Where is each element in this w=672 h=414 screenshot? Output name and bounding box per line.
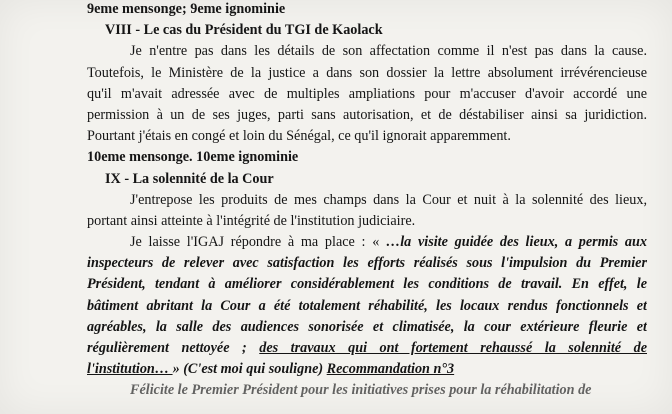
quote-line: agréables, la salle des audiences sonorisée et climatisée, la cour extérieure fleurie et [87, 318, 647, 335]
quote-line [87, 359, 647, 380]
quote-line: bâtiment abritant la Cour a été totalement réhabilité, les locaux rendus fonctionnels et [87, 297, 647, 314]
quote-line [87, 338, 647, 359]
cut-off-line: Félicite le Premier Président pour les initiatives prises pour la réhabilitation de [130, 382, 592, 399]
paragraph-line: portant ainsi atteinte à l'intégrité de l'institution judiciaire. [87, 212, 416, 229]
paragraph-line: Pourtant j'étais en congé et loin du Sénégal, ce qu'il ignorait apparemment. [87, 128, 511, 145]
quote-note: » (C'est moi qui souligne) [172, 361, 327, 378]
underlined-quote: l'institution… [87, 361, 173, 378]
paragraph-line: permission à un de ses juges, parti sans autorisation, et de déstabiliser ainsi sa juridiction. [87, 106, 647, 123]
document-body [87, 0, 647, 402]
underlined-quote: des travaux qui ont fortement rehaussé la solennité de [259, 340, 647, 356]
section-heading-viii: VIII - Le cas du Président du TGI de Kaolack [105, 22, 383, 39]
recommendation-label: Recommandation n°3 [326, 361, 455, 378]
section-marker-9: 9eme mensonge; 9eme ignominie [87, 1, 286, 17]
paragraph-line: Toutefois, le Ministère de la justice a dans son dossier la lettre absolument irrévérencieuse [87, 64, 647, 81]
quote-text: …la visite guidée des lieux, a permis aux [386, 234, 647, 251]
paragraph-line: qu'il m'avait adressée avec de multiples ampliations pour m'accuser d'avoir accordé une [87, 85, 647, 102]
quote-text: régulièrement nettoyée ; [87, 340, 260, 356]
section-marker-10: 10eme mensonge. 10eme ignominie [87, 149, 299, 166]
quote-intro-line [87, 232, 647, 253]
quote-line: inspecteurs de relever avec satisfaction les efforts réalisés sous l'impulsion du Premier [87, 255, 647, 272]
paragraph-line: Je n'entre pas dans les détails de son affectation comme il n'est pas dans la cause. [130, 43, 647, 60]
quote-line: Président, tendant à améliorer considérablement les conditions de travail. En effet, le [87, 276, 647, 293]
paragraph-line: J'entrepose les produits de mes champs dans la Cour et nuit à la solennité des lieux, [130, 191, 647, 208]
section-heading-ix: IX - La solennité de la Cour [105, 170, 274, 187]
quote-intro: Je laisse l'IGAJ répondre à ma place : « [130, 234, 387, 251]
